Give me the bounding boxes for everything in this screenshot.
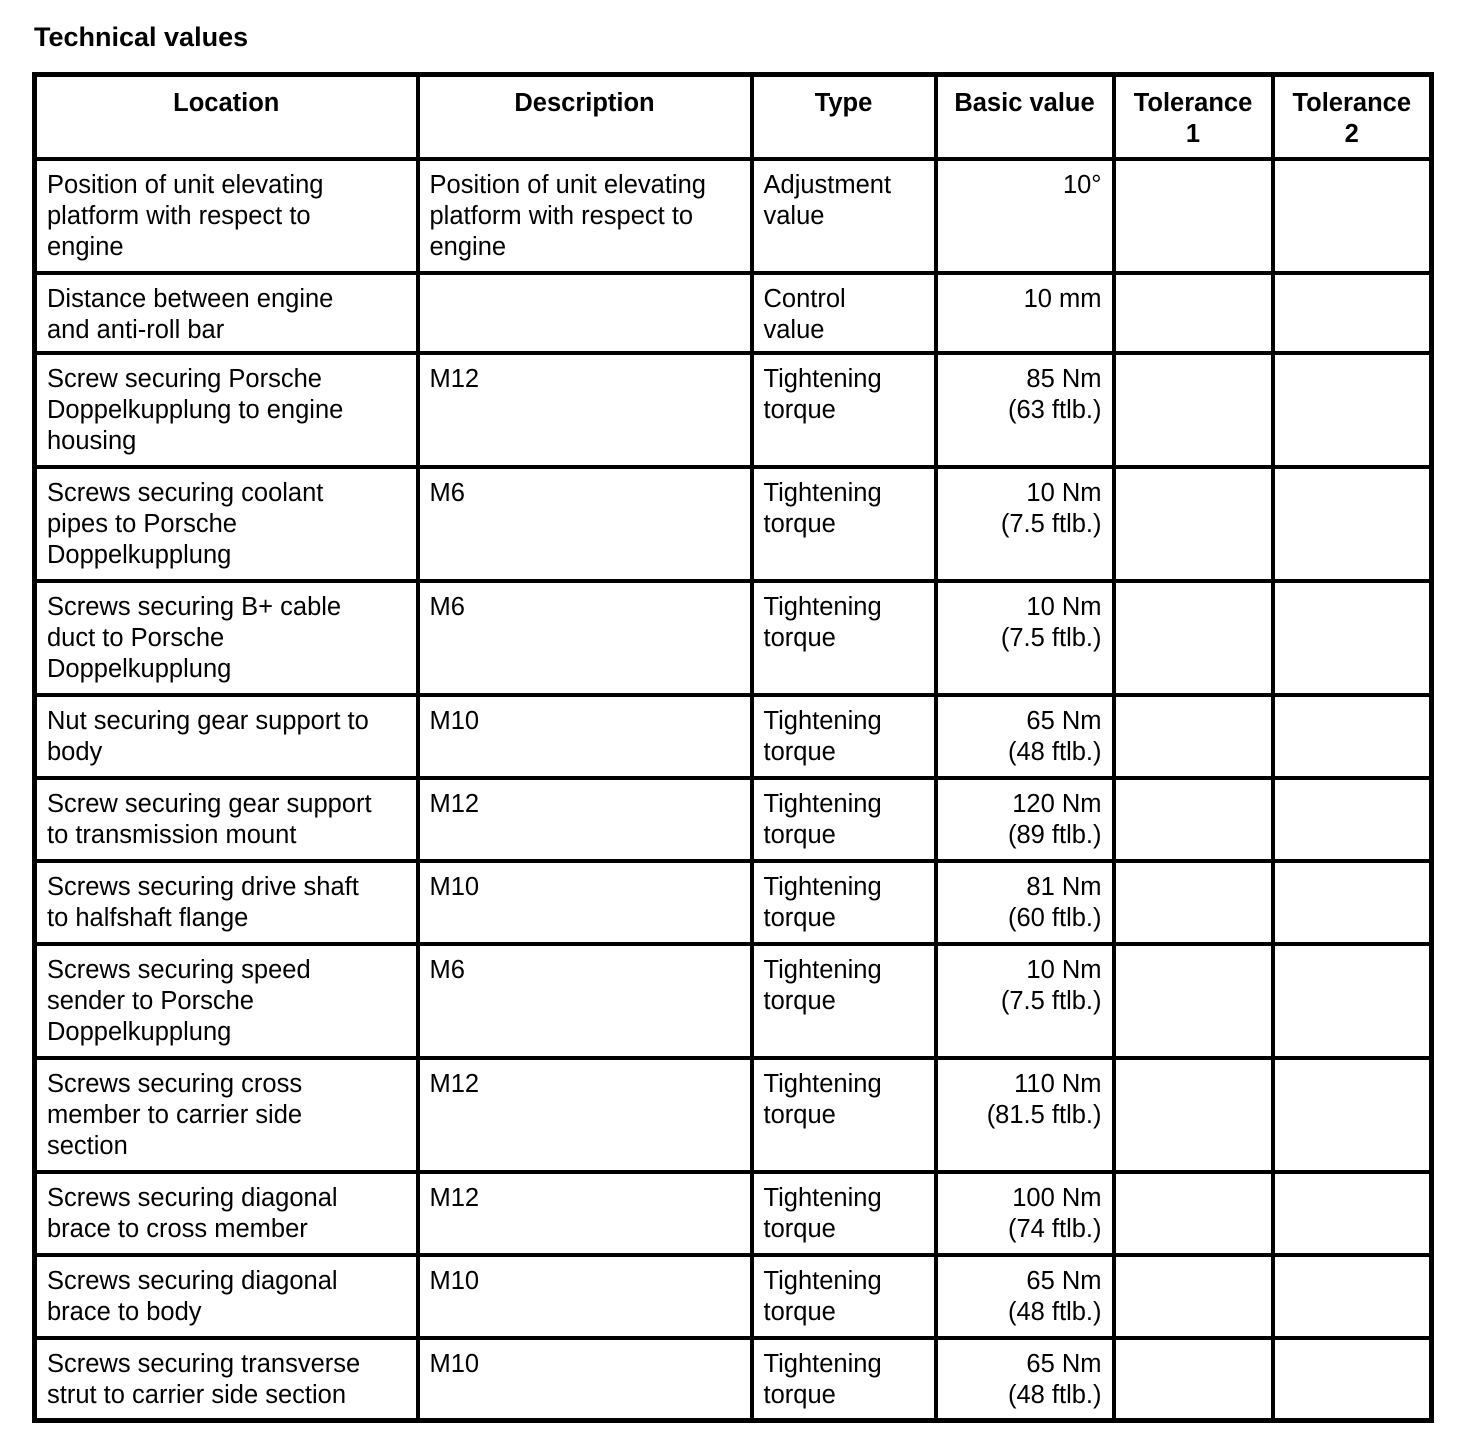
table-row (35, 695, 1432, 778)
cell-location (35, 778, 418, 861)
table-row (35, 467, 1432, 581)
header-tolerance-1: Tolerance 1 (1114, 75, 1273, 159)
cell-tolerance-2 (1273, 1172, 1432, 1255)
cell-location (35, 353, 418, 467)
cell-location (35, 581, 418, 695)
cell-type-text: Tightening torque (763, 706, 882, 766)
cell-location-text: Screws securing drive shaft to halfshaft flange (47, 872, 359, 932)
cell-basic-value (936, 467, 1114, 581)
cell-location (35, 695, 418, 778)
cell-location (35, 273, 418, 353)
cell-tolerance-1 (1114, 159, 1273, 273)
cell-basic-value-text: 10 Nm (7.5 ftlb.) (1000, 955, 1102, 1015)
cell-tolerance-1 (1114, 1338, 1273, 1421)
cell-type (752, 695, 936, 778)
cell-location (35, 944, 418, 1058)
cell-basic-value-text: 65 Nm (48 ftlb.) (1007, 1349, 1102, 1409)
cell-description-text: M10 (429, 872, 480, 901)
table-row (35, 159, 1432, 273)
cell-type (752, 159, 936, 273)
cell-description-text: M12 (429, 1069, 480, 1098)
table-row (35, 778, 1432, 861)
cell-basic-value (936, 1255, 1114, 1338)
cell-basic-value-text: 10 Nm (7.5 ftlb.) (1000, 478, 1102, 538)
cell-basic-value (936, 1338, 1114, 1421)
cell-tolerance-1 (1114, 1172, 1273, 1255)
cell-location-text: Screw securing Porsche Doppelkupplung to engine housing (47, 364, 344, 455)
cell-basic-value (936, 273, 1114, 353)
cell-description (418, 1058, 752, 1172)
cell-basic-value-text: 10 Nm (7.5 ftlb.) (1000, 592, 1102, 652)
technical-values-table (32, 72, 1434, 1423)
cell-type-text: Tightening torque (763, 872, 882, 932)
cell-basic-value (936, 1058, 1114, 1172)
cell-tolerance-1 (1114, 861, 1273, 944)
cell-description (418, 944, 752, 1058)
cell-type-text: Tightening torque (763, 1266, 882, 1326)
cell-location-text: Screws securing speed sender to Porsche Doppelkupplung (47, 955, 311, 1046)
table-row (35, 353, 1432, 467)
cell-description (418, 778, 752, 861)
cell-tolerance-2 (1273, 353, 1432, 467)
cell-type (752, 1058, 936, 1172)
cell-tolerance-1 (1114, 778, 1273, 861)
cell-basic-value (936, 581, 1114, 695)
cell-type-text: Tightening torque (763, 955, 882, 1015)
cell-tolerance-1 (1114, 695, 1273, 778)
cell-description-text: M10 (429, 1266, 480, 1295)
cell-basic-value (936, 861, 1114, 944)
cell-tolerance-1 (1114, 467, 1273, 581)
cell-location-text: Screws securing transverse strut to carrier side section (47, 1349, 361, 1409)
cell-description (418, 353, 752, 467)
cell-type (752, 1172, 936, 1255)
cell-basic-value-text: 10 mm (1023, 284, 1102, 313)
cell-tolerance-1 (1114, 581, 1273, 695)
cell-tolerance-2 (1273, 778, 1432, 861)
cell-location-text: Screw securing gear support to transmission mount (47, 789, 372, 849)
cell-tolerance-1 (1114, 273, 1273, 353)
cell-basic-value (936, 1172, 1114, 1255)
cell-location (35, 467, 418, 581)
cell-description-text: Position of unit elevating platform with respect to engine (429, 170, 706, 261)
header-basic-value: Basic value (936, 75, 1114, 159)
cell-location-text: Screws securing diagonal brace to cross member (47, 1183, 338, 1243)
cell-description-text: M12 (429, 364, 480, 393)
cell-type-text: Tightening torque (763, 592, 882, 652)
cell-type (752, 1338, 936, 1421)
cell-basic-value (936, 778, 1114, 861)
cell-basic-value-text: 65 Nm (48 ftlb.) (1007, 706, 1102, 766)
table-row (35, 861, 1432, 944)
cell-description (418, 1338, 752, 1421)
cell-description (418, 467, 752, 581)
cell-type (752, 273, 936, 353)
cell-basic-value (936, 944, 1114, 1058)
cell-basic-value-text: 81 Nm (60 ftlb.) (1007, 872, 1102, 932)
table-row (35, 944, 1432, 1058)
table-row (35, 1172, 1432, 1255)
cell-location-text: Screws securing cross member to carrier side section (47, 1069, 303, 1160)
table-row (35, 1058, 1432, 1172)
header-location: Location (35, 75, 418, 159)
cell-location (35, 1058, 418, 1172)
cell-type (752, 467, 936, 581)
cell-location (35, 861, 418, 944)
page-title: Technical values (34, 22, 249, 52)
table-header-row (35, 75, 1432, 159)
cell-type (752, 1255, 936, 1338)
cell-description (418, 861, 752, 944)
cell-type-text: Tightening torque (763, 1349, 882, 1409)
cell-description (418, 581, 752, 695)
cell-tolerance-2 (1273, 1255, 1432, 1338)
cell-description-text: M12 (429, 789, 480, 818)
header-tolerance-2: Tolerance 2 (1273, 75, 1432, 159)
cell-location-text: Screws securing coolant pipes to Porsche Doppelkupplung (47, 478, 324, 569)
cell-description-text: M10 (429, 1349, 480, 1378)
cell-description (418, 159, 752, 273)
table-row (35, 1338, 1432, 1421)
cell-tolerance-2 (1273, 273, 1432, 353)
cell-type (752, 581, 936, 695)
cell-tolerance-2 (1273, 695, 1432, 778)
cell-type (752, 353, 936, 467)
cell-tolerance-2 (1273, 944, 1432, 1058)
cell-basic-value-text: 100 Nm (74 ftlb.) (1007, 1183, 1102, 1243)
cell-type-text: Tightening torque (763, 364, 882, 424)
table-row (35, 273, 1432, 353)
cell-basic-value (936, 695, 1114, 778)
cell-location (35, 1172, 418, 1255)
cell-basic-value-text: 85 Nm (63 ftlb.) (1007, 364, 1102, 424)
cell-location (35, 159, 418, 273)
table-row (35, 581, 1432, 695)
cell-type-text: Tightening torque (763, 1183, 882, 1243)
cell-description-text: M10 (429, 706, 480, 735)
cell-location (35, 1255, 418, 1338)
cell-tolerance-2 (1273, 581, 1432, 695)
cell-basic-value (936, 159, 1114, 273)
cell-type-text: Adjustment value (763, 170, 892, 230)
cell-description-text: M6 (429, 955, 465, 984)
cell-location (35, 1338, 418, 1421)
cell-tolerance-1 (1114, 1058, 1273, 1172)
cell-tolerance-2 (1273, 1058, 1432, 1172)
cell-location-text: Position of unit elevating platform with respect to engine (47, 170, 324, 261)
cell-type-text: Tightening torque (763, 478, 882, 538)
cell-basic-value-text: 65 Nm (48 ftlb.) (1007, 1266, 1102, 1326)
header-type: Type (752, 75, 936, 159)
cell-tolerance-2 (1273, 861, 1432, 944)
cell-basic-value-text: 10° (1062, 170, 1102, 199)
cell-location-text: Nut securing gear support to body (47, 706, 369, 766)
cell-basic-value (936, 353, 1114, 467)
table-row (35, 1255, 1432, 1338)
cell-basic-value-text: 120 Nm (89 ftlb.) (1007, 789, 1102, 849)
cell-basic-value-text: 110 Nm (81.5 ftlb.) (986, 1069, 1102, 1129)
header-description: Description (418, 75, 752, 159)
cell-type (752, 944, 936, 1058)
cell-tolerance-1 (1114, 1255, 1273, 1338)
cell-tolerance-2 (1273, 159, 1432, 273)
cell-tolerance-1 (1114, 353, 1273, 467)
cell-tolerance-2 (1273, 1338, 1432, 1421)
cell-tolerance-1 (1114, 944, 1273, 1058)
cell-description (418, 273, 752, 353)
cell-location-text: Screws securing B+ cable duct to Porsche Doppelkupplung (47, 592, 342, 683)
cell-location-text: Screws securing diagonal brace to body (47, 1266, 338, 1326)
cell-description-text: M12 (429, 1183, 480, 1212)
cell-description (418, 1255, 752, 1338)
cell-type (752, 778, 936, 861)
cell-type-text: Tightening torque (763, 789, 882, 849)
cell-location-text: Distance between engine and anti-roll bar (47, 284, 334, 344)
cell-type-text: Control value (763, 284, 846, 344)
cell-description (418, 695, 752, 778)
cell-tolerance-2 (1273, 467, 1432, 581)
cell-type-text: Tightening torque (763, 1069, 882, 1129)
cell-description-text: M6 (429, 592, 465, 621)
cell-type (752, 861, 936, 944)
cell-description (418, 1172, 752, 1255)
cell-description-text: M6 (429, 478, 465, 507)
